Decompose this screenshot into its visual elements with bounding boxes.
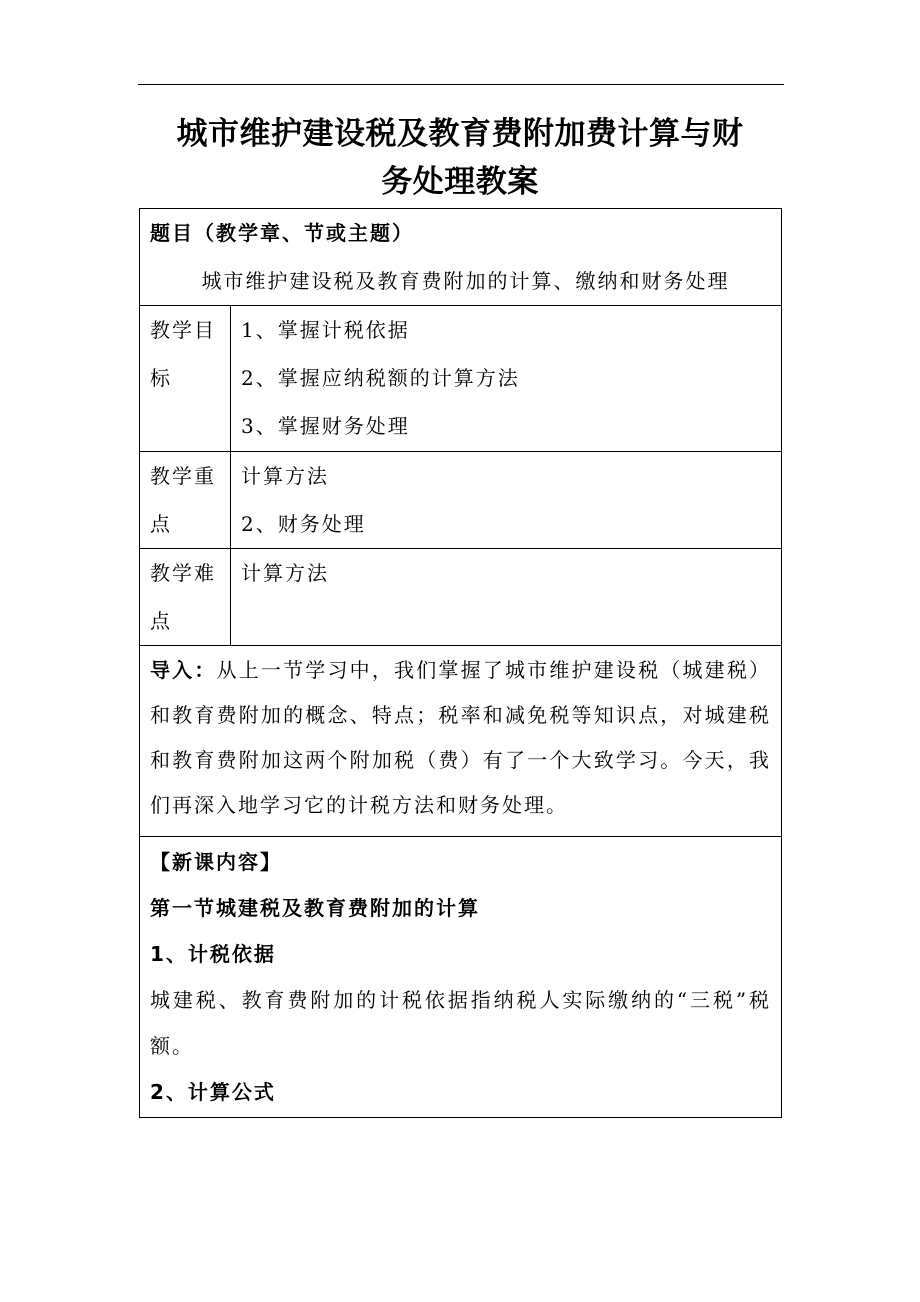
objectives-label-line2: 标: [150, 366, 172, 390]
objective-item: 1、掌握计税依据: [241, 318, 410, 342]
difficulties-label-line1: 教学难: [150, 561, 216, 585]
intro-row: [140, 646, 782, 837]
objectives-label-line1: 教学目: [150, 318, 216, 342]
difficulties-content-cell: [231, 549, 782, 646]
key-points-label-line2: 点: [150, 512, 172, 536]
title-line-1: 城市维护建设税及教育费附加费计算与财: [176, 116, 744, 152]
objective-item: 2、掌握应纳税额的计算方法: [241, 366, 520, 390]
top-rule: [138, 84, 784, 85]
topic-cell: [140, 209, 782, 306]
title-line-2: 务处理教案: [381, 164, 539, 200]
objectives-content-cell: [231, 306, 782, 452]
objective-item: 3、掌握财务处理: [241, 414, 410, 438]
difficulties-row: [140, 549, 782, 646]
new-content-row: [140, 837, 782, 1118]
subsection-1-text: 城建税、教育费附加的计税依据指纳税人实际缴纳的“三税”税额。: [150, 988, 771, 1058]
key-point-item: 2、财务处理: [241, 512, 366, 536]
document-title: [140, 110, 780, 206]
key-points-row: [140, 452, 782, 549]
objectives-row: [140, 306, 782, 452]
difficulties-label-cell: [140, 549, 231, 646]
intro-text: 从上一节学习中，我们掌握了城市维护建设税（城建税）和教育费附加的概念、特点；税率和减免税等知识点，对城建税和教育费附加这两个附加税（费）有了一个大致学习。今天，我们再深入地学习它的计税方法和财务处理。: [150, 658, 772, 817]
topic-text: 城市维护建设税及教育费附加的计算、缴纳和财务处理: [201, 269, 730, 293]
topic-label: 题目（教学章、节或主题）: [150, 221, 414, 245]
intro-cell: [140, 646, 782, 837]
new-content-cell: [140, 837, 782, 1118]
difficulty-item: 计算方法: [241, 561, 329, 585]
key-points-label-line1: 教学重: [150, 464, 216, 488]
key-point-item: 计算方法: [241, 464, 329, 488]
lesson-plan-table: [139, 208, 782, 1118]
difficulties-label-line2: 点: [150, 609, 172, 633]
topic-row: [140, 209, 782, 306]
key-points-label-cell: [140, 452, 231, 549]
subsection-1-title: 1、计税依据: [150, 942, 276, 966]
section-title: 第一节城建税及教育费附加的计算: [150, 896, 480, 920]
subsection-2-title: 2、计算公式: [150, 1080, 276, 1104]
intro-label: 导入：: [150, 658, 217, 682]
new-content-heading: 【新课内容】: [150, 850, 282, 874]
objectives-label-cell: [140, 306, 231, 452]
key-points-content-cell: [231, 452, 782, 549]
